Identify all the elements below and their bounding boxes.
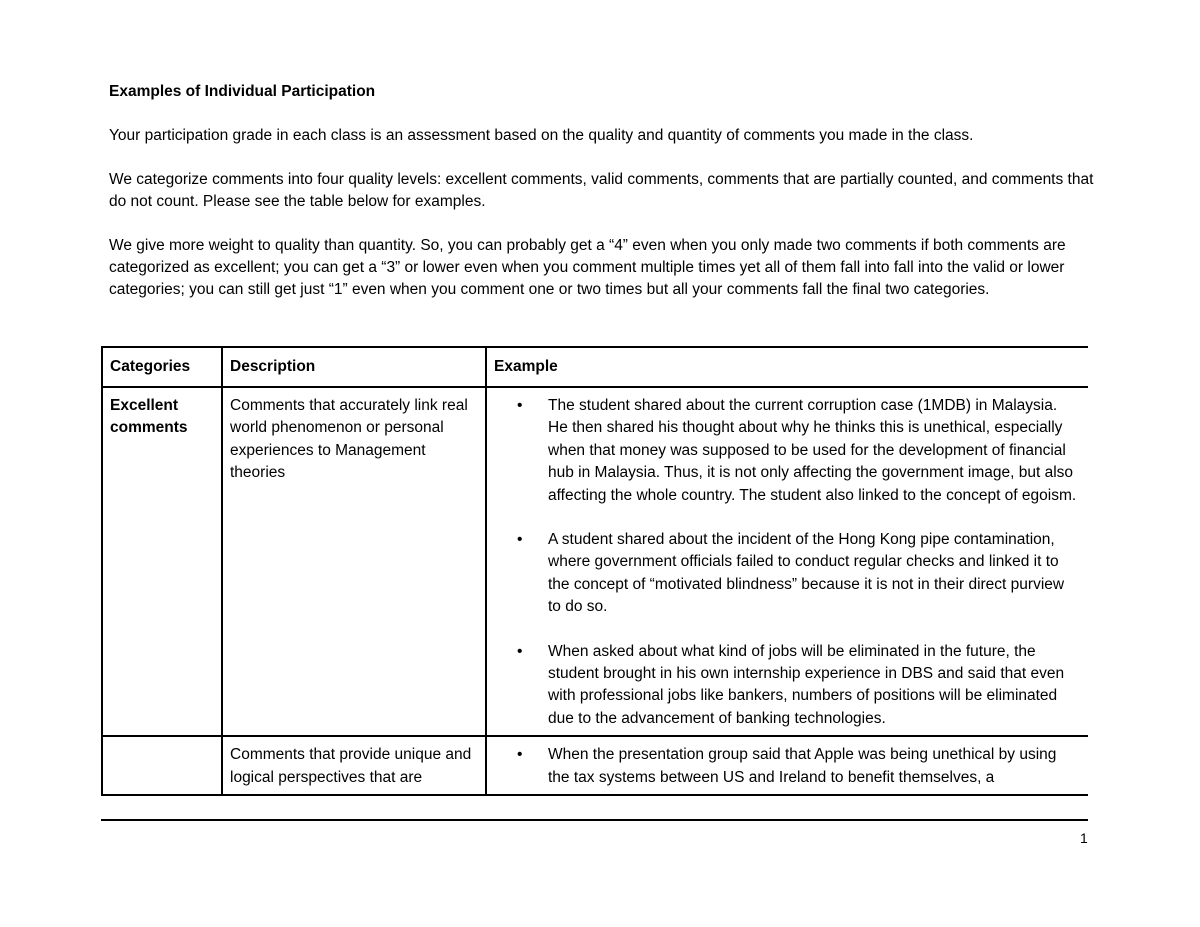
example-text: When the presentation group said that Apple was being unethical by using the tax systems between US and Ireland to benefit themselves, a	[548, 746, 1057, 786]
document-body	[109, 81, 1099, 323]
row-examples	[486, 736, 1088, 795]
example-text: A student shared about the incident of the Hong Kong pipe contamination, where government officials failed to conduct regular checks and linked it to the concept of “motivated blindness” because it is not in their direct purview to do so.	[548, 531, 1065, 616]
bullet-icon: •	[517, 397, 523, 414]
table-row	[102, 387, 1088, 736]
header-categories: Categories	[102, 347, 222, 387]
document-title: Examples of Individual Participation	[109, 83, 376, 100]
paragraph-intro: Your participation grade in each class is an assessment based on the quality and quantity of comments you made in the class.	[109, 127, 974, 144]
row-description: Comments that accurately link real world phenomenon or personal experiences to Management theories	[222, 387, 486, 736]
row-category	[102, 736, 222, 795]
row-description: Comments that provide unique and logical perspectives that are	[222, 736, 486, 795]
bullet-icon: •	[517, 746, 523, 764]
list-item	[494, 529, 1081, 619]
table-row	[102, 736, 1088, 795]
bullet-icon: •	[517, 642, 523, 660]
header-example: Example	[486, 347, 1088, 387]
header-description: Description	[222, 347, 486, 387]
list-item	[494, 744, 1081, 789]
paragraph-weighting: We give more weight to quality than quantity. So, you can probably get a “4” even when you only made two comments if both comments are categorized as excellent; you can get a “3” or lower even when you comment multiple times yet all of them fall into fall into the valid or lower categories; you can still get just “1” even when you comment one or two times but all your comments fall the final two categories.	[109, 237, 1066, 298]
example-list	[494, 395, 1081, 730]
page-number: 1	[1080, 830, 1088, 846]
example-text: When asked about what kind of jobs will be eliminated in the future, the student brought in his own internship experience in DBS and said that even with professional jobs like bankers, numbers of positions will be eliminated due to the advancement of banking technologies.	[548, 642, 1065, 727]
list-item	[494, 395, 1081, 507]
list-item	[494, 641, 1081, 731]
example-list	[494, 744, 1081, 789]
row-examples	[486, 387, 1088, 736]
paragraph-categories: We categorize comments into four quality levels: excellent comments, valid comments, comments that are partially counted, and comments that do not count. Please see the table below for examples.	[109, 171, 1094, 210]
participation-table	[101, 346, 1088, 821]
bullet-icon: •	[517, 531, 523, 549]
table-header-row	[102, 347, 1088, 387]
example-text: The student shared about the current corruption case (1MDB) in Malaysia. He then shared his thought about why he thinks this is unethical, especially when that money was supposed to be used for the development of financial hub in Malaysia. Thus, it is not only affecting the government image, but also affecting the whole country. The student also linked to the concept of egoism.	[548, 397, 1077, 504]
row-category: Excellent comments	[102, 387, 222, 736]
